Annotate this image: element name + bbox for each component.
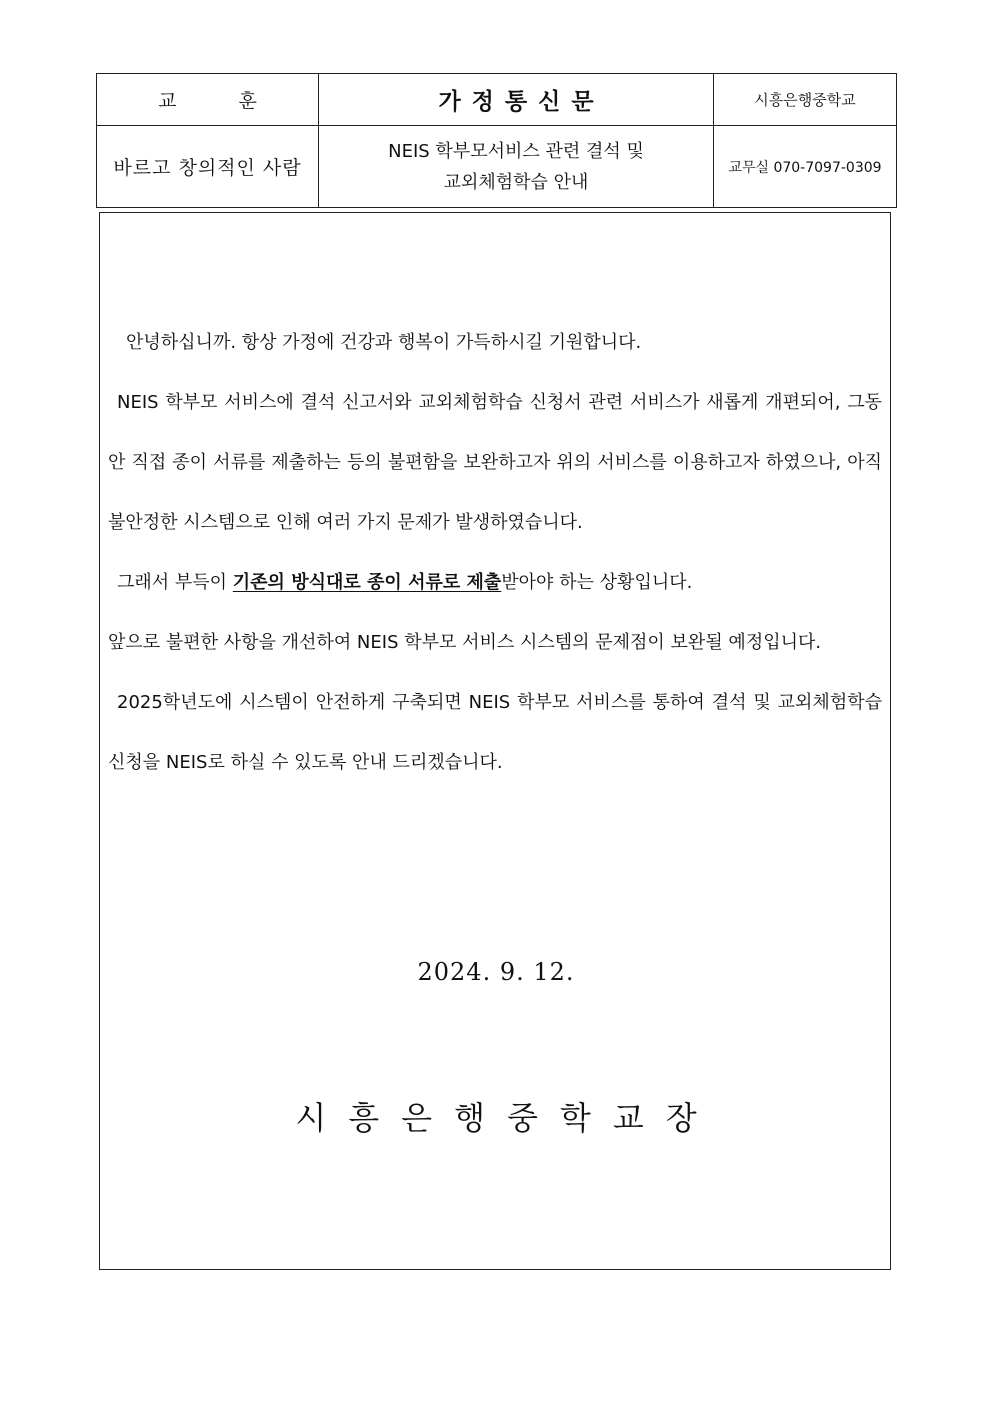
doc-type-cell: [319, 74, 714, 126]
school-name: 시흥은행중학교: [754, 91, 856, 110]
motto-cell: [97, 126, 319, 208]
paper-submission-before: 그래서 부득이: [117, 572, 233, 593]
paper-submission-emphasis: 기존의 방식대로 종이 서류로 제출: [232, 572, 502, 593]
office-phone: 교무실 070-7097-0309: [728, 159, 882, 176]
paper-submission-paragraph: [108, 553, 882, 613]
motto-label: 교 훈: [158, 90, 285, 113]
subject-line-2: 교외체험학습 안내: [443, 171, 589, 193]
subject-line-1: NEIS 학부모서비스 관련 결석 및: [388, 140, 644, 162]
improvement-paragraph: 앞으로 불편한 사항을 개선하여 NEIS 학부모 서비스 시스템의 문제점이 보완될 예정입니다.: [108, 632, 822, 653]
phone-cell: [714, 126, 897, 208]
letter-body: [108, 313, 882, 793]
principal-signature: 시흥은행중학교장: [295, 1099, 719, 1137]
future-plan-paragraph: 2025학년도에 시스템이 안전하게 구축되면 NEIS 학부모 서비스를 통하여 결석 및 교외체험학습 신청을 NEIS로 하실 수 있도록 안내 드리겠습니다.: [108, 692, 882, 773]
motto-label-cell: [97, 74, 319, 126]
paper-submission-after: 받아야 하는 상황입니다.: [501, 572, 693, 593]
doc-type-title: 가정통신문: [438, 89, 605, 116]
letter-date: 2024. 9. 12.: [417, 958, 575, 986]
greeting-paragraph: 안녕하십니까. 항상 가정에 건강과 행복이 가득하시길 기원합니다.: [126, 332, 642, 353]
service-paragraph: NEIS 학부모 서비스에 결석 신고서와 교외체험학습 신청서 관련 서비스가 새롭게 개편되어, 그동안 직접 종이 서류를 제출하는 등의 불편함을 보완하고자 위의 서비스를 이용하고자 하였으나, 아직 불안정한 시스템으로 인해 여러 가지 문제가 발생하였습니다.: [108, 392, 882, 533]
header-table: [96, 73, 897, 208]
school-motto: 바르고 창의적인 사람: [113, 157, 302, 180]
school-name-cell: [714, 74, 897, 126]
letter-content-box: [99, 212, 891, 1270]
subject-cell: [319, 126, 714, 208]
